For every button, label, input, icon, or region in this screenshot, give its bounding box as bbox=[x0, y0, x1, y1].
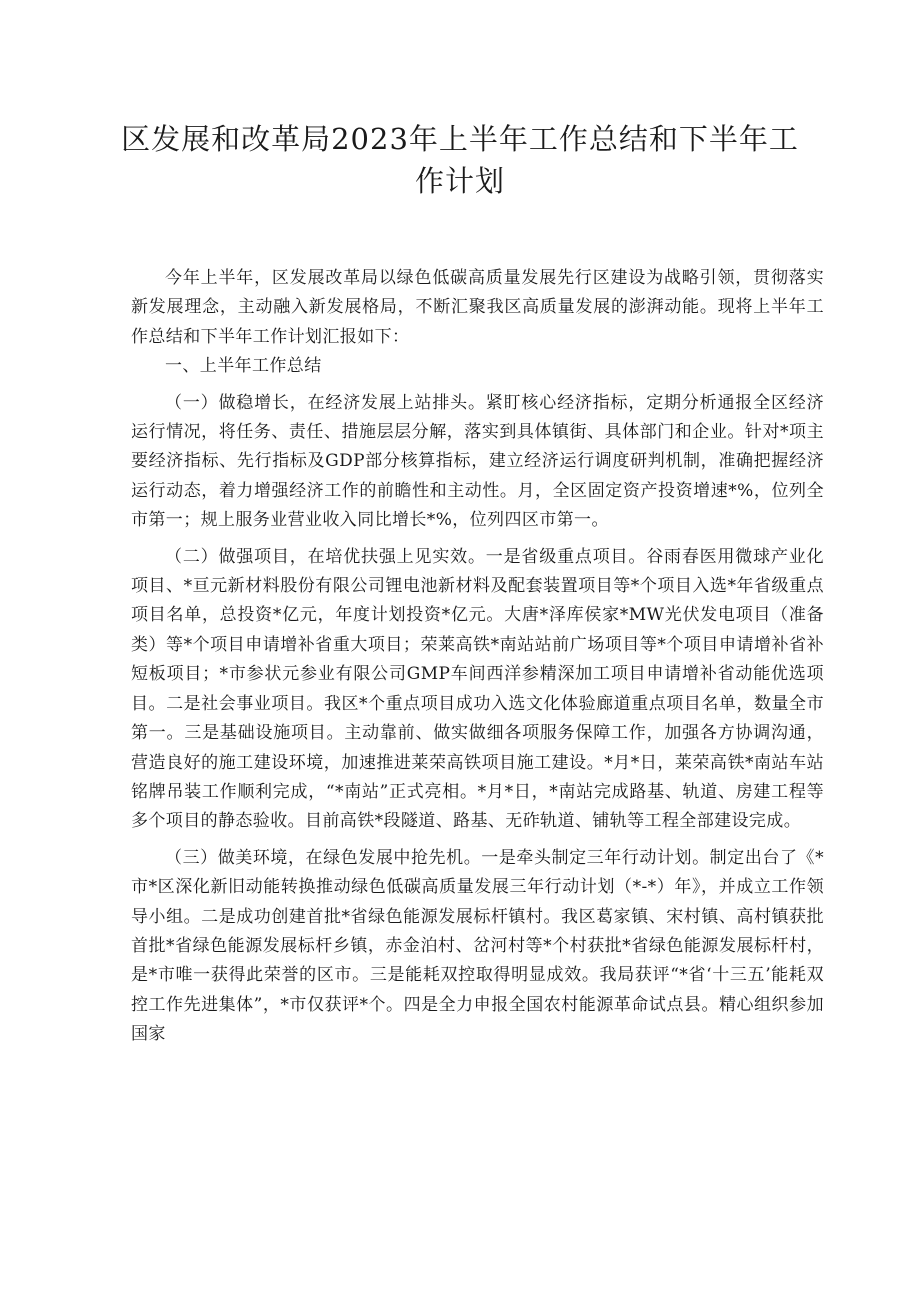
intro-paragraph: 今年上半年，区发展改革局以绿色低碳高质量发展先行区建设为战略引领，贯彻落实新发展理念，主动融入新发展格局，不断汇聚我区高质量发展的澎湃动能。现将上半年工作总结和下半年工作计划汇报如下： bbox=[131, 268, 824, 347]
paragraph-growth: （一）做稳增长，在经济发展上站排头。紧盯核心经济指标，定期分析通报全区经济运行情况，将任务、责任、措施层层分解，落实到具体镇街、具体部门和企业。针对*项主要经济指标、先行指标及GDP部分核算指标，建立经济运行调度研判机制，准确把握经济运行动态，着力增强经济工作的前瞻性和主动性。月，全区固定资产投资增速*%，位列全市第一；规上服务业营业收入同比增长*%，位列四区市第一。 bbox=[131, 392, 824, 531]
paragraph-environment: （三）做美环境，在绿色发展中抢先机。一是牵头制定三年行动计划。制定出台了《*市*区深化新旧动能转换推动绿色低碳高质量发展三年行动计划（*-*）年》，并成立工作领导小组。二是成功创建首批*省绿色能源发展标杆镇村。我区葛家镇、宋村镇、高村镇获批首批*省绿色能源发展标杆乡镇，赤金泊村、岔河村等*个村获批*省绿色能源发展标杆村，是*市唯一获得此荣誉的区市。三是能耗双控取得明显成效。我局获评“*省‘十三五’能耗双控工作先进集体”，*市仅获评*个。四是全力申报全国农村能源革命试点县。精心组织参加国家 bbox=[131, 847, 824, 1045]
document-title: 区发展和改革局2023年上半年工作总结和下半年工作计划 bbox=[121, 122, 799, 198]
paragraph-projects: （二）做强项目，在培优扶强上见实效。一是省级重点项目。谷雨春医用微球产业化项目、*亘元新材料股份有限公司锂电池新材料及配套装置项目等*个项目入选*年省级重点项目名单，总投资*亿元，年度计划投资*亿元。大唐*泽库侯家*MW光伏发电项目（准备类）等*个项目申请增补省重大项目；荣莱高铁*南站站前广场项目等*个项目申请增补省补短板项目；*市参状元参业有限公司GMP车间西洋参精深加工项目申请增补省动能优选项目。二是社会事业项目。我区*个重点项目成功入选文化体验廊道重点项目名单，数量全市第一。三是基础设施项目。主动靠前、做实做细各项服务保障工作，加强各方协调沟通，营造良好的施工建设环境，加速推进莱荣高铁项目施工建设。*月*日，莱荣高铁*南站车站铭牌吊装工作顺利完成，“*南站”正式亮相。*月*日，*南站完成路基、轨道、房建工程等多个项目的静态验收。目前高铁*段隧道、路基、无砟轨道、铺轨等工程全部建设完成。 bbox=[131, 546, 824, 832]
document-body bbox=[131, 264, 824, 1050]
section-heading: 一、上半年工作总结 bbox=[165, 356, 322, 377]
